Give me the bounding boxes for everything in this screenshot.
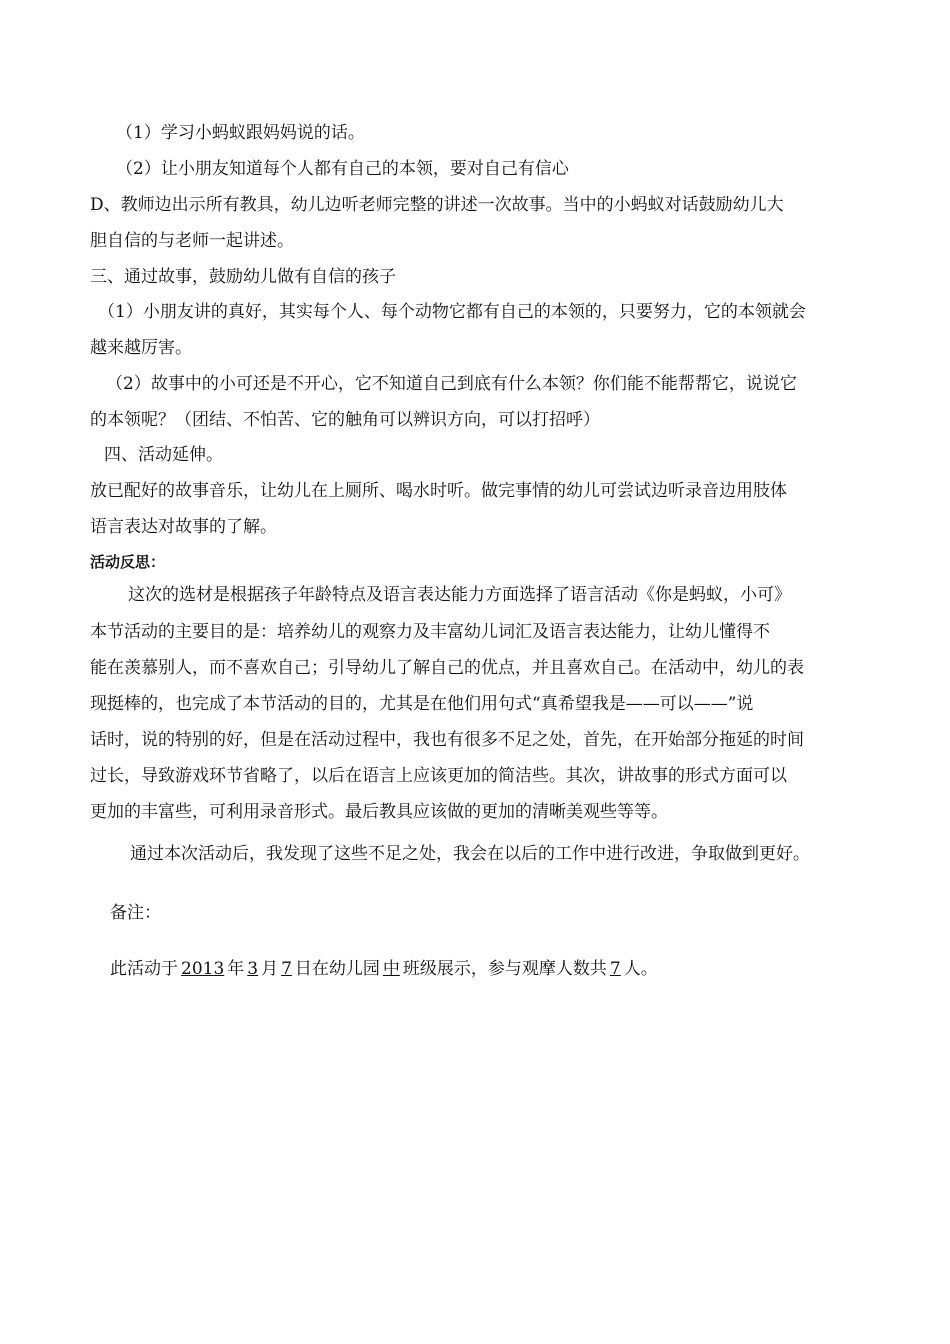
notes-label: 备注： (110, 903, 161, 923)
text-line: 的本领呢？（团结、不怕苦、它的触角可以辨识方向，可以打招呼） (90, 410, 600, 430)
footer-class-suffix: 班级展示，参与观摩人数共 (402, 959, 607, 979)
footer-month-unit: 月 (261, 959, 279, 979)
text-line: 话时，说的特别的好，但是在活动过程中，我也有很多不足之处，首先，在开始部分拖延的时间 (90, 730, 804, 750)
text-line: D、教师边出示所有教具，幼儿边听老师完整的讲述一次故事。当中的小蚂蚁对话鼓励幼儿大 (90, 195, 784, 215)
footer-day-unit: 日在幼儿园 (294, 959, 380, 979)
footer-day: 7 (281, 959, 292, 979)
text-line: 语言表达对故事的了解。 (90, 517, 277, 537)
footer-year: 2013 (181, 959, 225, 979)
text-line: 胆自信的与老师一起讲述。 (90, 231, 294, 251)
text-line: 现挺棒的，也完成了本节活动的目的，尤其是在他们用句式“真希望我是——可以——”说 (90, 694, 754, 714)
text-line: 能在羡慕别人，而不喜欢自己；引导幼儿了解自己的优点，并且喜欢自己。在活动中，幼儿的表 (90, 658, 804, 678)
text-line: 更加的丰富些，可利用录音形式。最后教具应该做的更加的清晰美观些等等。 (90, 802, 668, 822)
footer-class: 中 (382, 959, 400, 979)
footer-month: 3 (247, 959, 259, 979)
footer-count-unit: 人。 (623, 959, 658, 979)
footer-year-unit: 年 (227, 959, 245, 979)
text-line: （2）让小朋友知道每个人都有自己的本领，要对自己有信心 (116, 159, 569, 179)
footer-prefix: 此活动于 (110, 959, 178, 979)
text-line: 过长，导致游戏环节省略了，以后在语言上应该更加的简洁些。其次，讲故事的形式方面可以 (90, 766, 787, 786)
activity-footer (110, 957, 658, 981)
section-heading: 四、活动延伸。 (104, 445, 223, 465)
text-line: 通过本次活动后，我发现了这些不足之处，我会在以后的工作中进行改进，争取做到更好。 (130, 844, 810, 864)
footer-count: 7 (609, 959, 621, 979)
section-heading: 三、通过故事，鼓励幼儿做有自信的孩子 (90, 267, 396, 287)
text-line: 放已配好的故事音乐，让幼儿在上厕所、喝水时听。做完事情的幼儿可尝试边听录音边用肢体 (90, 481, 787, 501)
text-line: 这次的选材是根据孩子年龄特点及语言表达能力方面选择了语言活动《你是蚂蚁，小可》 (128, 585, 791, 605)
text-line: 越来越厉害。 (90, 338, 192, 358)
reflection-heading: 活动反思： (90, 553, 166, 571)
text-line: （1）小朋友讲的真好，其实每个人、每个动物它都有自己的本领的，只要努力，它的本领就会 (98, 302, 806, 322)
text-line: （1）学习小蚂蚁跟妈妈说的话。 (116, 123, 365, 143)
text-line: （2）故事中的小可还是不开心，它不知道自己到底有什么本领？你们能不能帮帮它，说说它 (106, 374, 797, 394)
text-line: 本节活动的主要目的是：培养幼儿的观察力及丰富幼儿词汇及语言表达能力，让幼儿懂得不 (90, 622, 770, 642)
